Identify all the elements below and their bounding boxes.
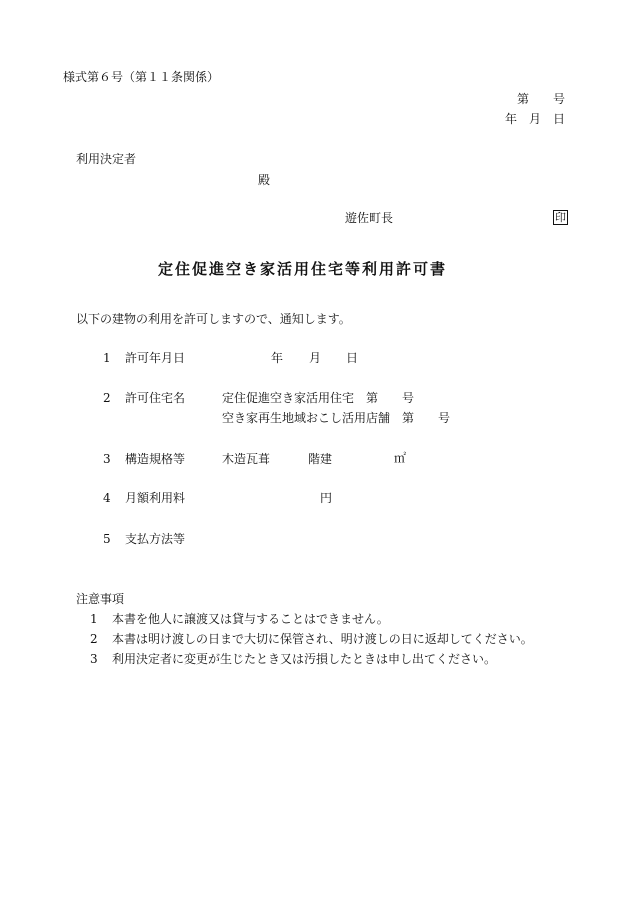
document-title: 定住促進空き家活用住宅等利用許可書 (158, 260, 448, 278)
area-unit: ㎡ (394, 451, 407, 465)
item-label-house-name: 許可住宅名 (125, 391, 186, 405)
notes-heading: 注意事項 (76, 592, 125, 606)
note-text: 利用決定者に変更が生じたとき又は汚損したときは申し出てください。 (112, 652, 497, 666)
item-label-structure: 構造規格等 (125, 452, 186, 466)
date-line: 年 月 日 (505, 112, 566, 126)
item-number: 2 (103, 391, 111, 405)
note-number: 1 (90, 612, 98, 626)
structure-floors: 階建 (308, 452, 333, 466)
note-number: 2 (90, 632, 98, 646)
permit-date-month: 月 (309, 351, 322, 365)
item-label-permit-date: 許可年月日 (125, 351, 186, 365)
permit-date-day: 日 (346, 351, 359, 365)
permit-date-year: 年 (271, 351, 284, 365)
structure-type: 木造瓦葺 (222, 452, 271, 466)
addressee-honorific: 殿 (258, 173, 271, 187)
item-label-monthly-fee: 月額利用料 (125, 491, 186, 505)
item-label-payment: 支払方法等 (125, 532, 186, 546)
note-text: 本書を他人に譲渡又は貸与することはできません。 (112, 612, 389, 626)
item-number: 1 (103, 351, 111, 365)
note-number: 3 (90, 652, 98, 666)
issuer-name: 遊佐町長 (345, 211, 394, 225)
form-number: 様式第６号（第１１条関係） (63, 70, 220, 84)
monthly-fee-currency: 円 (320, 491, 333, 505)
doc-number: 第 号 (517, 92, 566, 106)
note-text: 本書は明け渡しの日まで大切に保管され、明け渡しの日に返却してください。 (112, 632, 533, 646)
item-number: 4 (103, 491, 111, 505)
item-number: 3 (103, 452, 111, 466)
seal-mark: 印 (555, 211, 566, 224)
house-name-line2: 空き家再生地域おこし活用店舗 第 号 (222, 411, 451, 425)
item-number: 5 (103, 532, 111, 546)
addressee-label: 利用決定者 (76, 152, 137, 166)
house-name-line1: 定住促進空き家活用住宅 第 号 (222, 391, 415, 405)
intro-text: 以下の建物の利用を許可しますので、通知します。 (76, 312, 351, 326)
